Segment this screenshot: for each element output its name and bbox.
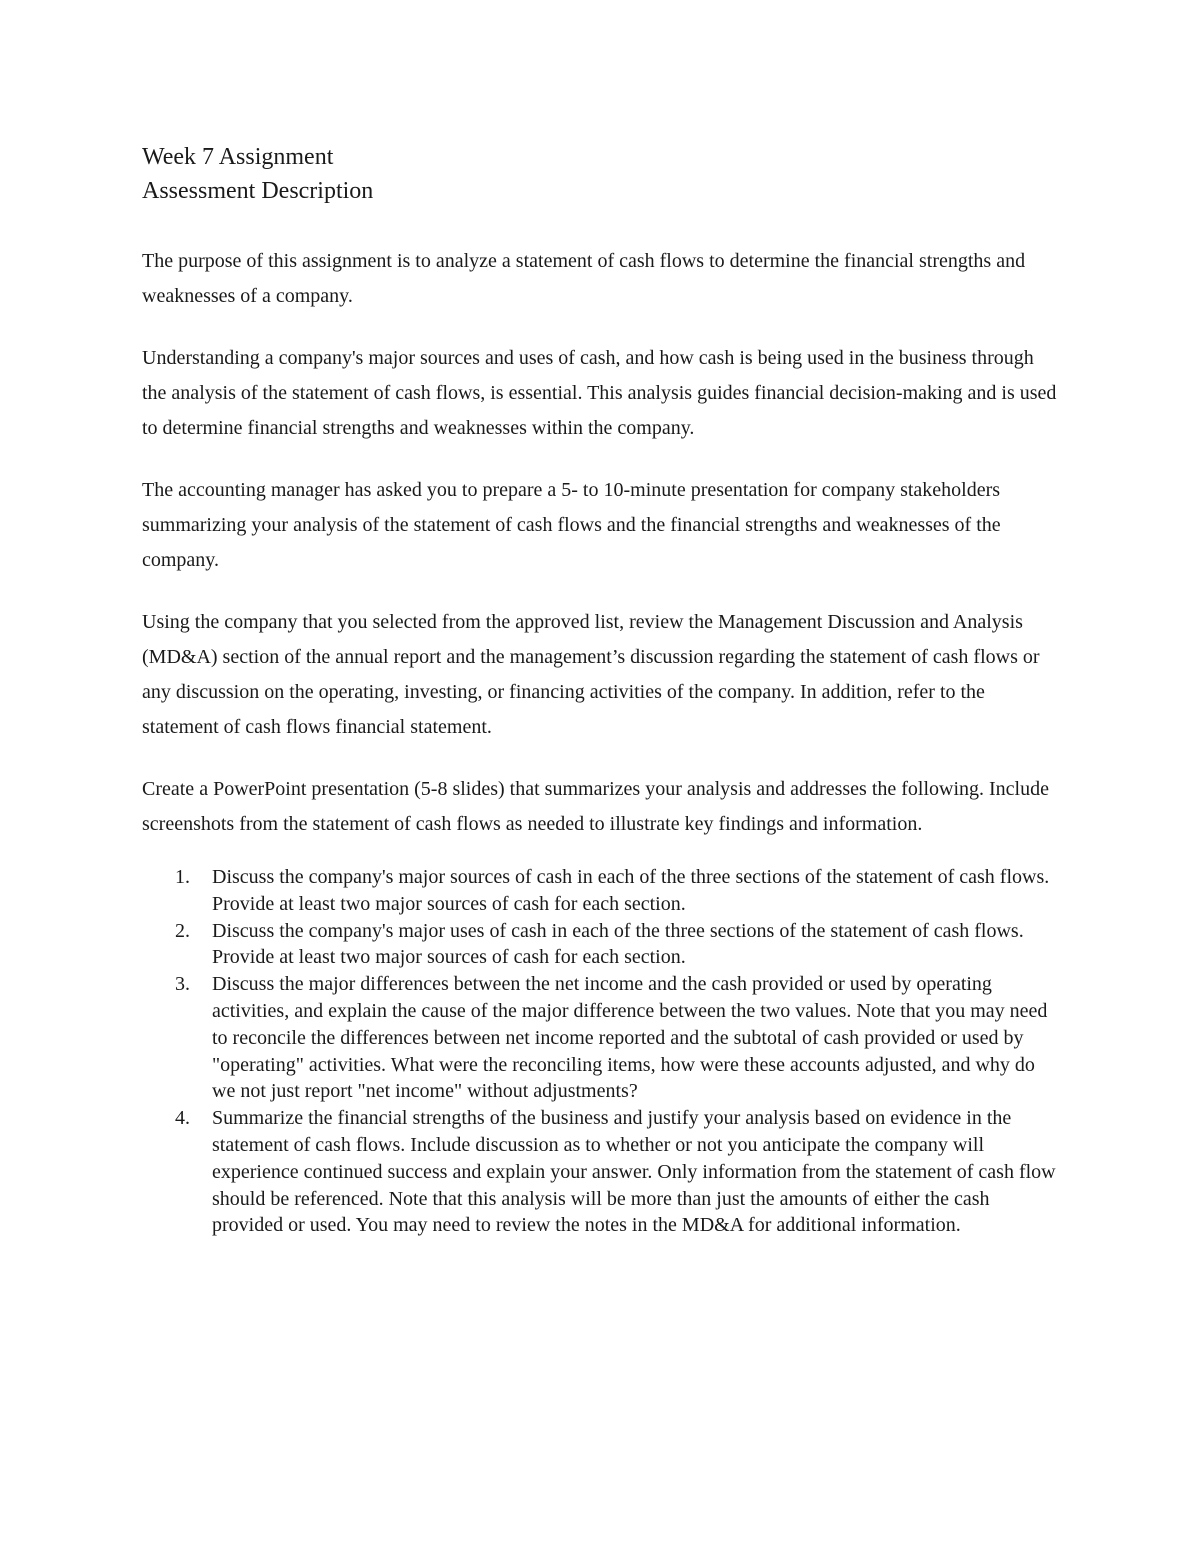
understanding-paragraph: Understanding a company's major sources and uses of cash, and how cash is being used in the business through the analysis of the statement of cash flows, is essential. This analysis guides financial decision-making and is used to determine financial strengths and weaknesses within the company.: [142, 347, 1057, 439]
list-item: [142, 971, 1062, 1105]
title-week: Week 7 Assignment: [142, 144, 334, 170]
list-item-number: 2.: [175, 919, 190, 942]
list-item-text: Discuss the company's major uses of cash in each of the three sections of the statement of cash flows. Provide at least two major sources of cash for each section.: [212, 919, 1024, 969]
document-page: [142, 140, 1062, 1239]
list-item-number: 1.: [175, 866, 190, 888]
list-item-text: Discuss the major differences between the net income and the cash provided or used by operating activities, and explain the cause of the major difference between the two values. Note that you may need to reconcile the differences between net income reported and the subtotal of cash provided or used by "operating" activities. What were the reconciling items, how were these accounts adjusted, and why do we not just report "net income" without adjustments?: [212, 973, 1048, 1103]
company-review-paragraph: Using the company that you selected from the approved list, review the Management Discussion and Analysis (MD&A) section of the annual report and the management’s discussion regarding the statement of cash flows or any discussion on the operating, investing, or financing activities of the company. In addition, refer to the statement of cash flows financial statement.: [142, 611, 1040, 738]
list-item: [142, 1105, 1062, 1239]
title-assessment: Assessment Description: [142, 178, 374, 204]
list-item-text: Discuss the company's major sources of cash in each of the three sections of the statement of cash flows. Provide at least two major sources of cash for each section.: [212, 866, 1050, 915]
list-item: [142, 918, 1062, 972]
list-item-number: 3.: [175, 973, 190, 996]
list-item-number: 4.: [175, 1107, 190, 1130]
purpose-paragraph: The purpose of this assignment is to analyze a statement of cash flows to determine the financial strengths and weaknesses of a company.: [142, 250, 1026, 307]
presentation-instructions-paragraph: Create a PowerPoint presentation (5-8 slides) that summarizes your analysis and addresses the following. Include screenshots from the statement of cash flows as needed to illustrate key findings and information.: [142, 778, 1049, 835]
manager-request-paragraph: The accounting manager has asked you to prepare a 5- to 10-minute presentation for company stakeholders summarizing your analysis of the statement of cash flows and the financial strengths and weaknesses of the company.: [142, 479, 1001, 571]
task-list: [142, 864, 1062, 1239]
list-item-text: Summarize the financial strengths of the business and justify your analysis based on evidence in the statement of cash flows. Include discussion as to whether or not you anticipate the company will experience continued success and explain your answer. Only information from the statement of cash flow should be referenced. Note that this analysis will be more than just the amounts of either the cash provided or used. You may need to review the notes in the MD&A for additional information.: [212, 1107, 1056, 1237]
document-title: [142, 140, 1062, 208]
list-item: [142, 864, 1062, 918]
